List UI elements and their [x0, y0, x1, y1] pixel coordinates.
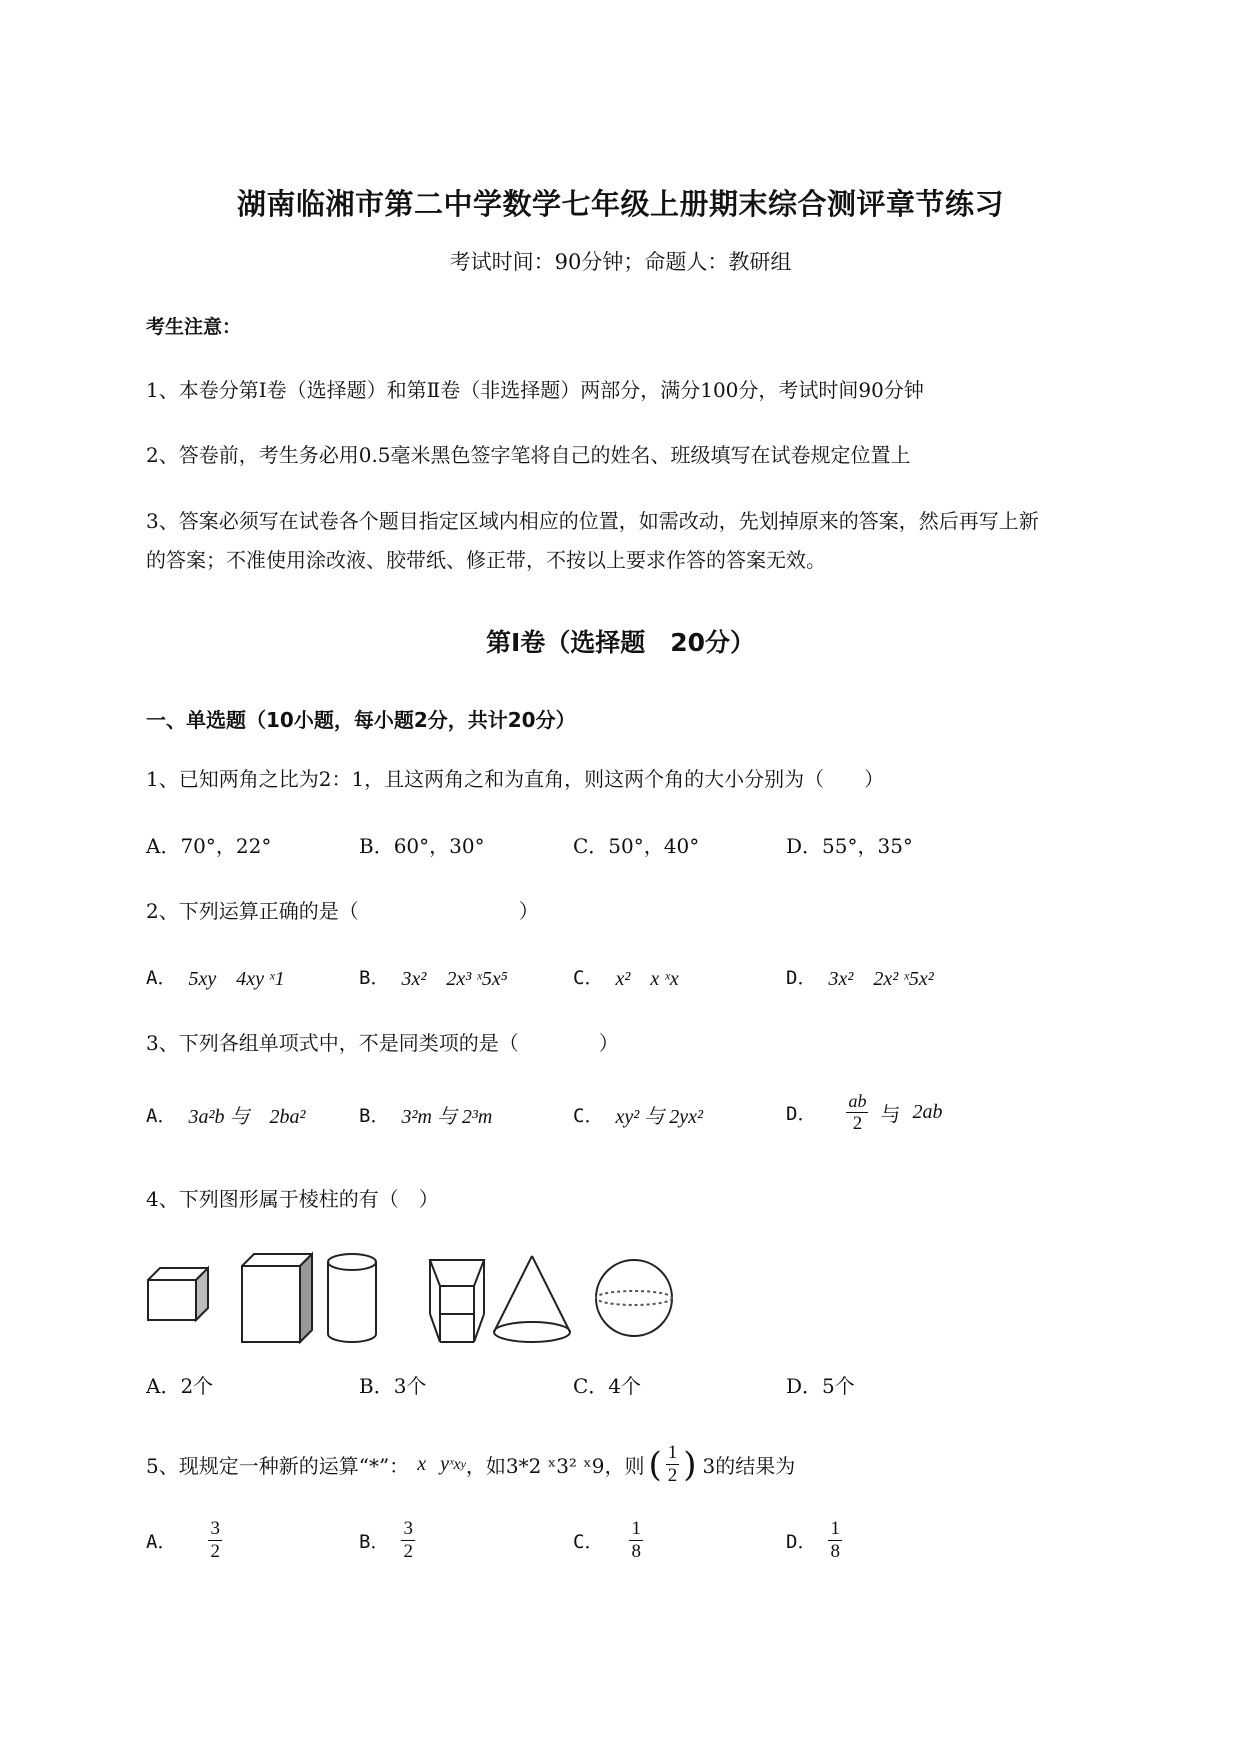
cylinder-icon [328, 1254, 376, 1342]
notice-item-1: 1、本卷分第I卷（选择题）和第Ⅱ卷（非选择题）两部分，满分100分，考试时间90分钟 [146, 378, 924, 402]
q3-option-b-label: B． [359, 1105, 390, 1127]
q5-option-b-fraction: $\frac{3}{2}$ [403, 1518, 413, 1562]
question-3-options [146, 1091, 1106, 1140]
q3-option-a-label: A． [146, 1105, 177, 1127]
q2-option-a-expr: 5xy 4xy ˣ1 [188, 968, 285, 990]
frustum-prism-icon [430, 1260, 484, 1342]
notice-item-2: 2、答卷前，考生务必用0.5毫米黑色签字笔将自己的姓名、班级填写在试卷规定位置上 [146, 443, 911, 467]
q3-option-d-rhs: 2ab [912, 1101, 943, 1123]
q4-option-d[interactable]: D．5个 [786, 1374, 855, 1398]
section-title: 第I卷（选择题 20分） [485, 628, 756, 657]
q4-option-b[interactable]: B．3个 [359, 1374, 427, 1398]
q2-option-b-expr: 3x² 2x³ ˣ5x⁵ [401, 968, 508, 990]
q5-option-b[interactable] [359, 1518, 415, 1563]
q3-option-c[interactable] [573, 1100, 703, 1129]
question-4-stem: 4、下列图形属于棱柱的有（ ） [146, 1187, 439, 1211]
q1-option-c[interactable]: C．50°，40° [573, 834, 700, 858]
q3-option-d-label: D． [786, 1103, 817, 1125]
q5-stem-var-x: x [417, 1453, 427, 1475]
q2-option-d-expr: 3x² 2x² ˣ5x² [828, 968, 934, 990]
q5-stem-tail: 3的结果为 [702, 1454, 796, 1478]
q5-left-paren: ( [648, 1444, 662, 1485]
exam-subtitle: 考试时间：90分钟；命题人：教研组 [449, 250, 792, 274]
q5-stem-fraction: $\frac{1}{2}$ [667, 1442, 678, 1486]
q3-option-d-joiner: 与 [880, 1104, 901, 1126]
sphere-icon [596, 1260, 672, 1336]
notice-item-3: 3、答案必须写在试卷各个题目指定区域内相应的位置，如需改动，先划掉原来的答案，然后再写上新 [146, 509, 1039, 533]
q3-option-b-expr: 3²m 与 2³m [401, 1106, 493, 1128]
q1-option-b[interactable]: B．60°，30° [359, 834, 485, 858]
q2-option-b[interactable] [359, 962, 508, 991]
part-heading: 一、单选题（10小题，每小题2分，共计20分） [146, 708, 576, 732]
q3-option-a-expr: 3a²b 与 2ba² [188, 1106, 306, 1128]
question-2-stem: 2、下列运算正确的是（ ） [146, 899, 539, 923]
q2-option-a-label: A． [146, 967, 177, 989]
q2-option-d[interactable] [786, 962, 934, 991]
q5-option-a[interactable] [146, 1518, 222, 1563]
q5-option-c-label: C． [573, 1531, 604, 1553]
q2-option-d-label: D． [786, 967, 817, 989]
q2-option-a[interactable] [146, 962, 285, 991]
q2-option-b-label: B． [359, 967, 390, 989]
q5-option-d[interactable] [786, 1518, 842, 1563]
q5-right-paren: ) [683, 1444, 697, 1485]
cube-icon [242, 1254, 312, 1342]
q1-option-a[interactable]: A．70°，22° [146, 834, 272, 858]
exam-title: 湖南临湘市第二中学数学七年级上册期末综合测评章节练习 [236, 187, 1004, 221]
question-1-options [146, 830, 1106, 870]
notice-heading: 考生注意： [146, 316, 242, 338]
q5-stem-var-y: y [440, 1453, 449, 1475]
q4-option-a[interactable]: A．2个 [146, 1374, 214, 1398]
question-4-options [146, 1370, 1106, 1410]
q5-option-a-label: A． [146, 1531, 177, 1553]
q3-option-d-fraction: $\frac{ab}{2}$ [848, 1091, 867, 1134]
question-1-stem: 1、已知两角之比为2：1，且这两角之和为直角，则这两个角的大小分别为（ ） [146, 767, 885, 791]
q3-option-c-label: C． [573, 1105, 604, 1127]
question-5-stem [146, 1442, 795, 1487]
q5-stem-example: ，如3*2 ˣ3² ˣ9，则 [465, 1454, 645, 1478]
question-5-options [146, 1518, 1106, 1578]
notice-item-3-cont: 的答案；不准使用涂改液、胶带纸、修正带，不按以上要求作答的答案无效。 [146, 548, 826, 572]
q3-option-b[interactable] [359, 1100, 492, 1129]
question-3-stem: 3、下列各组单项式中，不是同类项的是（ ） [146, 1031, 619, 1055]
q5-option-a-fraction: $\frac{3}{2}$ [210, 1518, 220, 1562]
q5-option-c[interactable] [573, 1518, 643, 1563]
solid-figures [146, 1250, 706, 1350]
q5-stem-intro: 5、现规定一种新的运算“*”： [146, 1454, 410, 1478]
q3-option-a[interactable] [146, 1100, 305, 1129]
q3-option-c-expr: xy² 与 2yx² [615, 1106, 703, 1128]
q5-option-d-label: D． [786, 1531, 817, 1553]
q2-option-c-label: C． [573, 967, 604, 989]
q3-option-d[interactable] [786, 1090, 942, 1135]
q2-option-c-expr: x² x ˣx [615, 968, 679, 990]
cone-icon [494, 1256, 570, 1342]
q4-option-c[interactable]: C．4个 [573, 1374, 642, 1398]
q5-stem-exp: y [460, 1457, 466, 1471]
cuboid-flat-icon [148, 1268, 208, 1320]
q5-option-d-fraction: $\frac{1}{8}$ [830, 1518, 840, 1562]
q2-option-c[interactable] [573, 962, 679, 991]
q5-stem-result: ˣx [448, 1455, 461, 1473]
q1-option-d[interactable]: D．55°，35° [786, 834, 913, 858]
q5-option-c-fraction: $\frac{1}{8}$ [631, 1518, 641, 1562]
question-2-options [146, 962, 1106, 1002]
q5-option-b-label: B． [359, 1531, 390, 1553]
